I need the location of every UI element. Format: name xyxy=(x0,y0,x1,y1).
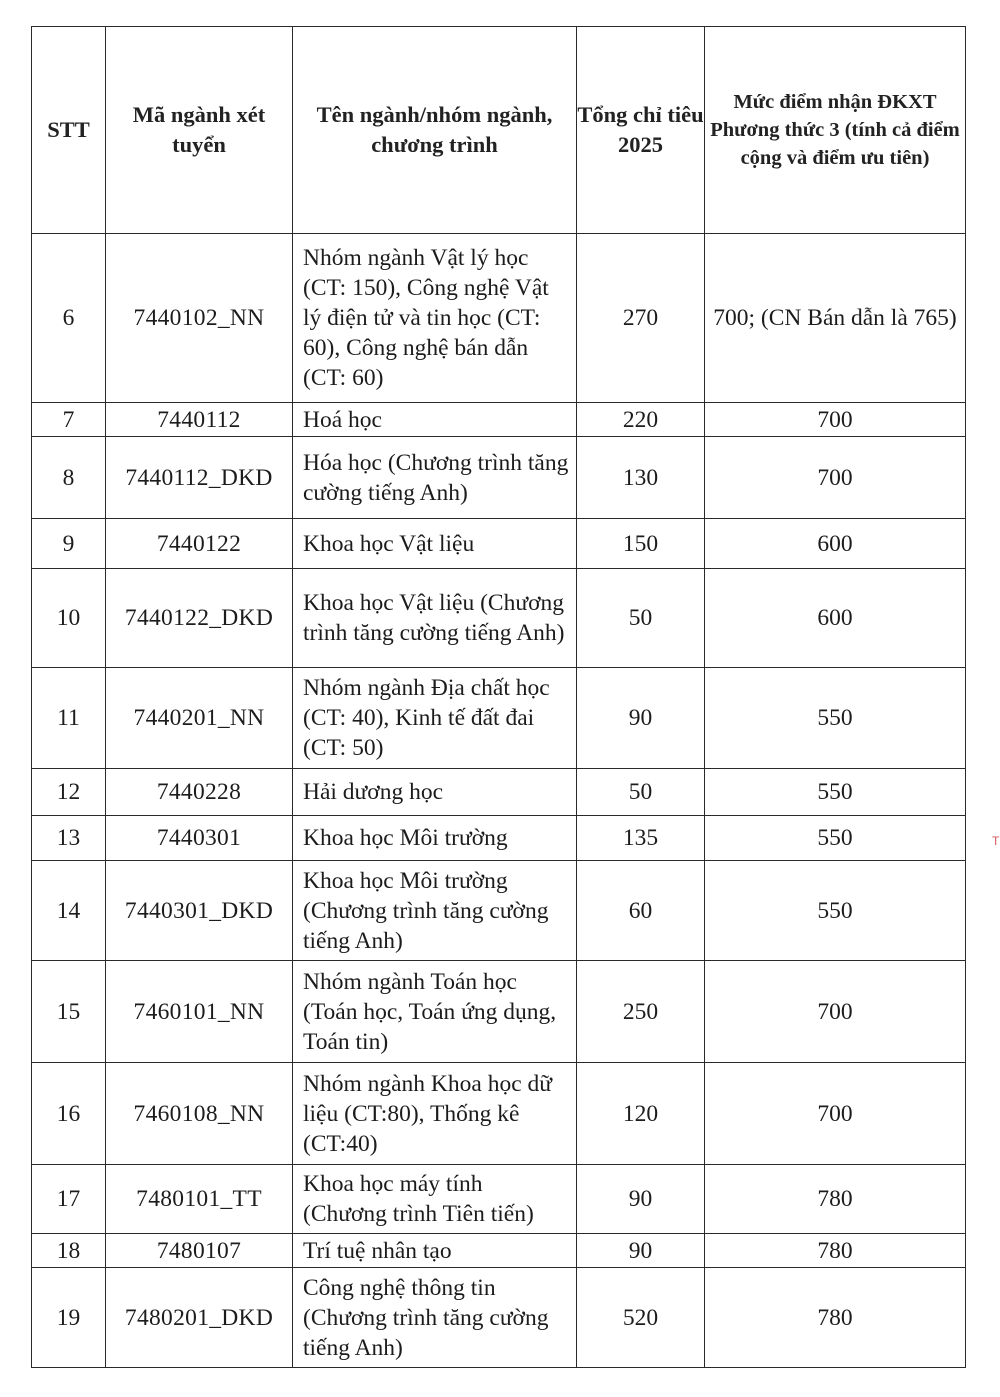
cell-major-name: Công nghệ thông tin (Chương trình tăng cường tiếng Anh) xyxy=(293,1268,577,1368)
cell-quota: 120 xyxy=(577,1063,705,1165)
cell-score: 780 xyxy=(705,1234,966,1268)
cell-major-name: Hoá học xyxy=(293,403,577,437)
table-row xyxy=(32,519,966,569)
table-row xyxy=(32,816,966,861)
table-row xyxy=(32,668,966,769)
table-row xyxy=(32,961,966,1063)
cell-score: 700 xyxy=(705,1063,966,1165)
admission-score-table xyxy=(31,26,966,1368)
cell-stt: 8 xyxy=(32,437,106,519)
cell-quota: 90 xyxy=(577,1234,705,1268)
cell-major-name: Khoa học máy tính (Chương trình Tiên tiến) xyxy=(293,1165,577,1234)
cell-quota: 60 xyxy=(577,861,705,961)
cell-major-name: Khoa học Vật liệu (Chương trình tăng cường tiếng Anh) xyxy=(293,569,577,668)
cell-quota: 520 xyxy=(577,1268,705,1368)
cell-quota: 130 xyxy=(577,437,705,519)
cell-stt: 16 xyxy=(32,1063,106,1165)
cell-score: 550 xyxy=(705,816,966,861)
cell-stt: 10 xyxy=(32,569,106,668)
cell-major-name: Khoa học Môi trường (Chương trình tăng cường tiếng Anh) xyxy=(293,861,577,961)
header-major-code: Mã ngành xét tuyển xyxy=(106,27,293,234)
cell-major-code: 7440301 xyxy=(106,816,293,861)
cell-major-code: 7440112 xyxy=(106,403,293,437)
cell-major-name: Khoa học Vật liệu xyxy=(293,519,577,569)
cell-major-name: Hải dương học xyxy=(293,769,577,816)
cell-major-code: 7440201_NN xyxy=(106,668,293,769)
cell-quota: 150 xyxy=(577,519,705,569)
table-row xyxy=(32,769,966,816)
table-row xyxy=(32,1234,966,1268)
cell-stt: 6 xyxy=(32,234,106,403)
cell-quota: 270 xyxy=(577,234,705,403)
cell-major-name: Hóa học (Chương trình tăng cường tiếng Anh) xyxy=(293,437,577,519)
cell-quota: 90 xyxy=(577,668,705,769)
table-row xyxy=(32,234,966,403)
cell-major-code: 7480107 xyxy=(106,1234,293,1268)
cell-stt: 19 xyxy=(32,1268,106,1368)
table-row xyxy=(32,1268,966,1368)
cell-major-name: Nhóm ngành Toán học (Toán học, Toán ứng dụng, Toán tin) xyxy=(293,961,577,1063)
header-score-threshold: Mức điểm nhận ĐKXT Phương thức 3 (tính cả điểm cộng và điểm ưu tiên) xyxy=(705,27,966,234)
cell-score: 780 xyxy=(705,1165,966,1234)
cell-quota: 135 xyxy=(577,816,705,861)
cell-major-code: 7480201_DKD xyxy=(106,1268,293,1368)
cell-stt: 17 xyxy=(32,1165,106,1234)
cell-major-name: Nhóm ngành Địa chất học (CT: 40), Kinh tế đất đai (CT: 50) xyxy=(293,668,577,769)
cell-major-code: 7440102_NN xyxy=(106,234,293,403)
cell-stt: 15 xyxy=(32,961,106,1063)
cell-stt: 14 xyxy=(32,861,106,961)
cell-score: 550 xyxy=(705,861,966,961)
margin-mark: T xyxy=(992,834,1000,848)
cell-quota: 50 xyxy=(577,569,705,668)
cell-stt: 12 xyxy=(32,769,106,816)
cell-major-name: Nhóm ngành Vật lý học (CT: 150), Công nghệ Vật lý điện tử và tin học (CT: 60), Công nghệ bán dẫn (CT: 60) xyxy=(293,234,577,403)
cell-score: 550 xyxy=(705,769,966,816)
cell-stt: 13 xyxy=(32,816,106,861)
cell-quota: 90 xyxy=(577,1165,705,1234)
table-row xyxy=(32,1063,966,1165)
cell-stt: 7 xyxy=(32,403,106,437)
cell-quota: 50 xyxy=(577,769,705,816)
cell-score: 700; (CN Bán dẫn là 765) xyxy=(705,234,966,403)
header-major-name: Tên ngành/nhóm ngành, chương trình xyxy=(293,27,577,234)
cell-major-name: Nhóm ngành Khoa học dữ liệu (CT:80), Thống kê (CT:40) xyxy=(293,1063,577,1165)
cell-stt: 11 xyxy=(32,668,106,769)
cell-major-code: 7460108_NN xyxy=(106,1063,293,1165)
cell-major-code: 7440112_DKD xyxy=(106,437,293,519)
cell-score: 700 xyxy=(705,961,966,1063)
header-quota: Tổng chỉ tiêu 2025 xyxy=(577,27,705,234)
cell-major-code: 7480101_TT xyxy=(106,1165,293,1234)
cell-major-code: 7440122 xyxy=(106,519,293,569)
table-row xyxy=(32,569,966,668)
cell-stt: 9 xyxy=(32,519,106,569)
table-row xyxy=(32,1165,966,1234)
cell-score: 600 xyxy=(705,519,966,569)
table-row xyxy=(32,403,966,437)
table-header-row xyxy=(32,27,966,234)
cell-score: 780 xyxy=(705,1268,966,1368)
header-stt: STT xyxy=(32,27,106,234)
cell-score: 700 xyxy=(705,403,966,437)
cell-major-code: 7440228 xyxy=(106,769,293,816)
cell-quota: 220 xyxy=(577,403,705,437)
cell-score: 550 xyxy=(705,668,966,769)
cell-stt: 18 xyxy=(32,1234,106,1268)
cell-major-code: 7460101_NN xyxy=(106,961,293,1063)
cell-score: 700 xyxy=(705,437,966,519)
cell-major-name: Trí tuệ nhân tạo xyxy=(293,1234,577,1268)
cell-major-code: 7440122_DKD xyxy=(106,569,293,668)
cell-major-code: 7440301_DKD xyxy=(106,861,293,961)
cell-major-name: Khoa học Môi trường xyxy=(293,816,577,861)
cell-quota: 250 xyxy=(577,961,705,1063)
table-row xyxy=(32,437,966,519)
table-row xyxy=(32,861,966,961)
cell-score: 600 xyxy=(705,569,966,668)
